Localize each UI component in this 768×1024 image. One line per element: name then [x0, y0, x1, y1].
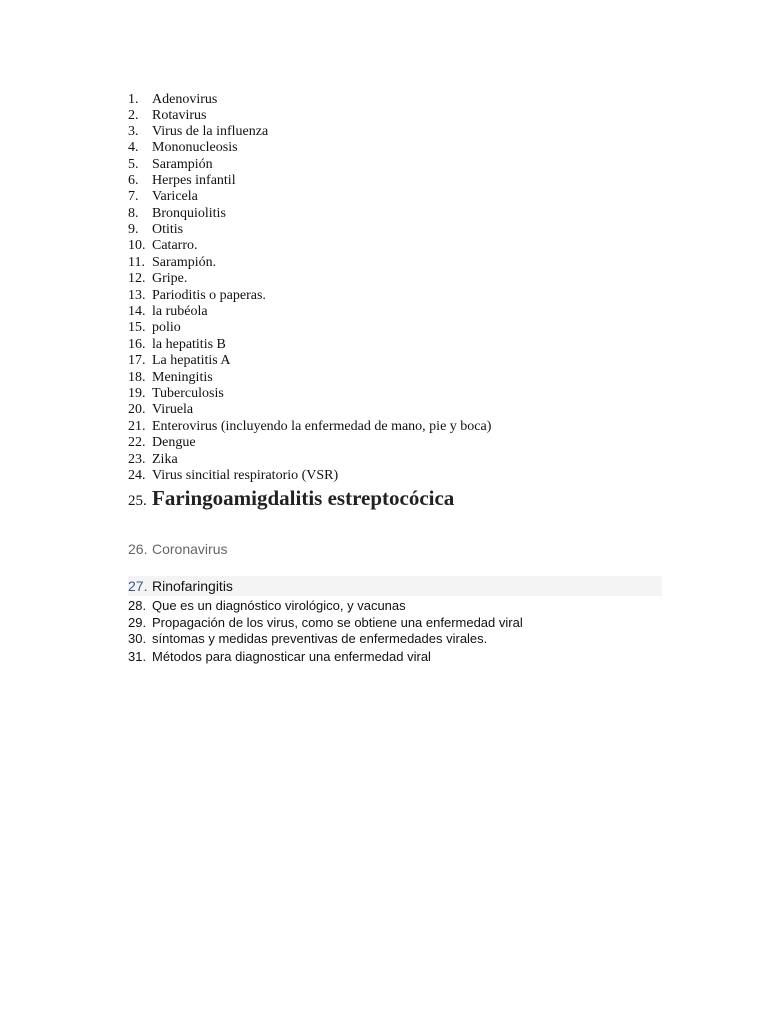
list-text: Virus sincitial respiratorio (VSR)	[152, 468, 339, 483]
list-number: 21.	[128, 419, 146, 434]
list-text: Sarampión	[152, 157, 213, 172]
list-item	[128, 190, 198, 204]
list-text: polio	[152, 320, 181, 335]
list-number: 10.	[128, 238, 146, 253]
list-item	[128, 338, 226, 352]
list-text: Que es un diagnóstico virológico, y vacunas	[152, 598, 406, 613]
list-item	[128, 387, 224, 401]
list-text: Dengue	[152, 435, 196, 450]
list-item	[128, 158, 213, 172]
list-text: Tuberculosis	[152, 386, 224, 401]
list-text: Métodos para diagnosticar una enfermedad viral	[152, 649, 431, 664]
list-item	[128, 109, 206, 123]
list-number: 19.	[128, 386, 146, 401]
list-number: 6.	[128, 173, 139, 188]
list-text: Faringoamigdalitis estreptocócica	[152, 486, 455, 510]
list-text: La hepatitis A	[152, 353, 231, 368]
list-number: 8.	[128, 206, 139, 221]
list-text: Zika	[152, 452, 178, 467]
list-text: Coronavirus	[152, 541, 228, 557]
list-item	[128, 141, 238, 155]
list-text: Otitis	[152, 222, 184, 237]
list-number: 17.	[128, 353, 146, 368]
list-item	[128, 305, 208, 319]
list-number: 4.	[128, 140, 139, 155]
list-text: Catarro.	[152, 238, 198, 253]
list-number: 15.	[128, 320, 146, 335]
list-text: Enterovirus (incluyendo la enfermedad de mano, pie y boca)	[152, 419, 492, 434]
list-number: 9.	[128, 222, 139, 237]
list-item	[128, 321, 181, 335]
list-text: Rotavirus	[152, 108, 207, 123]
list-text: Gripe.	[152, 271, 188, 286]
list-text: Adenovirus	[152, 92, 218, 107]
list-item	[128, 599, 406, 612]
list-item	[128, 207, 226, 221]
list-text: Bronquiolitis	[152, 206, 226, 221]
list-item	[128, 616, 523, 629]
list-number: 11.	[128, 255, 145, 270]
list-number: 22.	[128, 435, 146, 450]
list-item	[128, 420, 491, 434]
list-number: 14.	[128, 304, 146, 319]
list-number: 13.	[128, 288, 146, 303]
list-text: Herpes infantil	[152, 173, 236, 188]
list-text: Meningitis	[152, 370, 213, 385]
list-text: Sarampión.	[152, 255, 217, 270]
list-number: 7.	[128, 189, 139, 204]
list-text: Parioditis o paperas.	[152, 288, 266, 303]
list-item	[128, 239, 197, 253]
list-item-heading	[128, 488, 454, 509]
list-item	[128, 223, 183, 237]
list-number: 5.	[128, 157, 139, 172]
list-number: 24.	[128, 468, 146, 483]
list-item	[128, 272, 187, 286]
list-number: 29.	[128, 615, 147, 630]
list-text: Viruela	[152, 402, 194, 417]
list-item	[128, 256, 216, 270]
list-text: Mononucleosis	[152, 140, 238, 155]
list-item	[128, 125, 268, 139]
list-item	[128, 354, 231, 368]
list-number: 25.	[128, 493, 147, 509]
list-item	[128, 436, 196, 450]
list-number: 28.	[128, 598, 147, 613]
list-item	[128, 650, 431, 663]
list-text: síntomas y medidas preventivas de enfermedades virales.	[152, 631, 488, 646]
list-item	[128, 93, 217, 107]
list-number: 20.	[128, 402, 146, 417]
list-item	[128, 371, 213, 385]
list-item	[128, 453, 178, 467]
list-text: la hepatitis B	[152, 337, 226, 352]
list-text: Propagación de los virus, como se obtiene una enfermedad viral	[152, 615, 523, 630]
list-text: Virus de la influenza	[152, 124, 269, 139]
list-item	[128, 174, 236, 188]
list-number: 3.	[128, 124, 139, 139]
list-number: 2.	[128, 108, 139, 123]
list-number: 27.	[128, 578, 148, 594]
list-text: Rinofaringitis	[152, 578, 233, 594]
list-item-highlighted	[128, 579, 233, 595]
list-text: la rubéola	[152, 304, 208, 319]
list-number: 16.	[128, 337, 146, 352]
list-item	[128, 403, 193, 417]
list-number: 30.	[128, 631, 147, 646]
list-number: 1.	[128, 92, 139, 107]
list-item	[128, 469, 338, 483]
list-item	[128, 542, 227, 558]
list-text: Varicela	[152, 189, 198, 204]
list-number: 23.	[128, 452, 146, 467]
list-item	[128, 289, 266, 303]
list-number: 12.	[128, 271, 146, 286]
list-number: 26.	[128, 541, 148, 557]
list-number: 18.	[128, 370, 146, 385]
list-item	[128, 632, 487, 645]
list-number: 31.	[128, 649, 147, 664]
